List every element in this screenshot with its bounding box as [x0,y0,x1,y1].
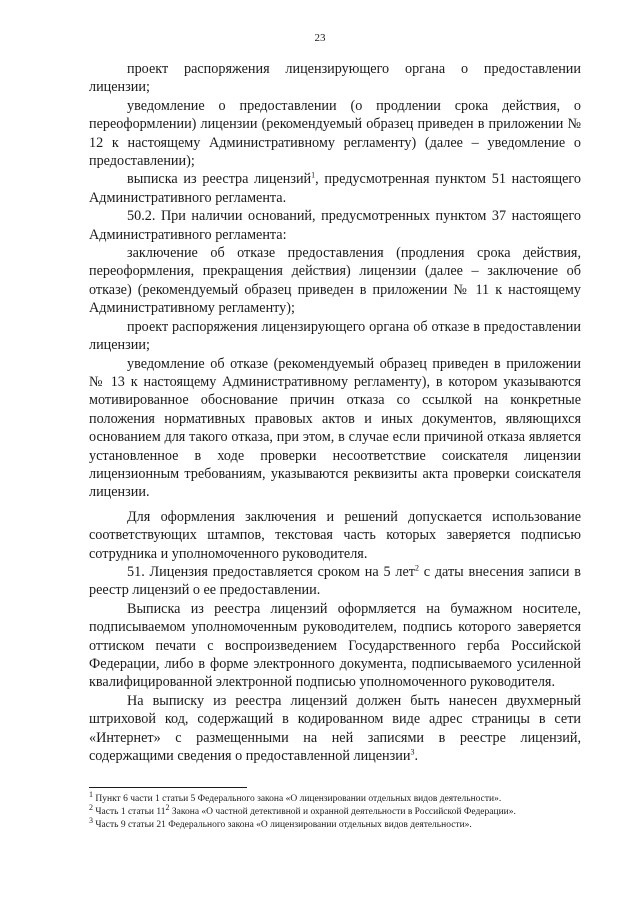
paragraph: проект распоряжения лицензирующего органа об отказе в предоставлении лицензии; [89,318,581,354]
paragraph: уведомление о предоставлении (о продлении срока действия, о переоформлении) лицензии (рекомендуемый образец приведен в приложении № 12 к настоящему Административному регламенту) (далее – уведомление о предоставлении); [89,97,581,170]
paragraph-text: , предусмотренная пунктом 51 настоящего Административного регламента. [89,171,581,206]
footnote [89,802,589,819]
footnote-separator [89,787,247,788]
paragraph-text: выписка из реестра лицензий [127,171,312,188]
paragraph-text: с даты внесения записи в реестр лицензий о ее предоставлении. [89,563,581,599]
footnote-text: Часть 9 статьи 21 Федерального закона «О лицензировании отдельных видов деятельности». [93,820,472,830]
footnote-reference: 1 [311,170,316,180]
footnote [89,815,589,832]
footnotes [89,789,589,832]
paragraph-text: 51. Лицензия предоставляется сроком на 5 лет [127,563,415,580]
footnote-mark: 2 [89,802,93,812]
footnote-text: Закона «О частной детективной и охранной деятельности в Российской Федерации». [169,807,516,817]
page-number: 23 [314,32,326,44]
footnote-reference: 3 [410,747,415,757]
paragraph: проект распоряжения лицензирующего органа о предоставлении лицензии; [89,61,581,96]
paragraph [89,563,581,600]
footnote-text: Часть 1 статьи 11 [93,807,166,817]
paragraph-text: . [414,748,418,765]
paragraph: Для оформления заключения и решений допускается использование соответствующих штампов, текстовая часть которых заверяется подписью сотрудника и уполномоченного руководителя. [89,508,581,562]
article-superscript: 2 [165,802,170,812]
paragraph: 50.2. При наличии оснований, предусмотренных пунктом 37 настоящего Административного регламента: [89,208,581,243]
paragraph: уведомление об отказе (рекомендуемый образец приведен в приложении № 13 к настоящему Административному регламенту), в котором указываются мотивированное обоснование причин отказа со ссылкой на конкретные положения нормативных правовых актов и иных документов, являющихся основанием для такого отказа, при этом, в случае если причиной отказа является установленное в ходе проверки несоответствие соискателя лицензии лицензионным требованиям, указываются реквизиты акта проверки соискателя лицензии. [89,355,581,501]
paragraph: Выписка из реестра лицензий оформляется на бумажном носителе, подписываемом уполномоченным руководителем, подпись которого заверяется оттиском печати с воспроизведением Государственного герба Российской Федерации, либо в форме электронного документа, подписываемого усиленной квалифицированной электронной подписью уполномоченного руководителя. [89,600,581,691]
footnote-mark: 3 [89,815,93,825]
paragraph-text: На выписку из реестра лицензий должен быть нанесен двухмерный штриховой код, содержащий в кодированном виде адрес страницы в сети «Интернет» с размещенными на ней записями в реестре лицензий, содержащими сведения о предоставленной лицензии [89,692,581,765]
footnote-mark: 1 [89,789,93,799]
footnote [89,789,589,806]
paragraph: заключение об отказе предоставления (продления срока действия, переоформления, прекращения действия) лицензии (далее – заключение об отказе) (рекомендуемый образец приведен в приложении № 11 к настоящему Административному регламенту); [89,245,581,317]
paragraph [89,692,581,766]
paragraph [89,170,581,207]
document-body [89,60,581,765]
footnote-reference: 2 [414,563,419,573]
footnote-text: Пункт 6 части 1 статьи 5 Федерального закона «О лицензировании отдельных видов деятельности». [93,794,502,804]
